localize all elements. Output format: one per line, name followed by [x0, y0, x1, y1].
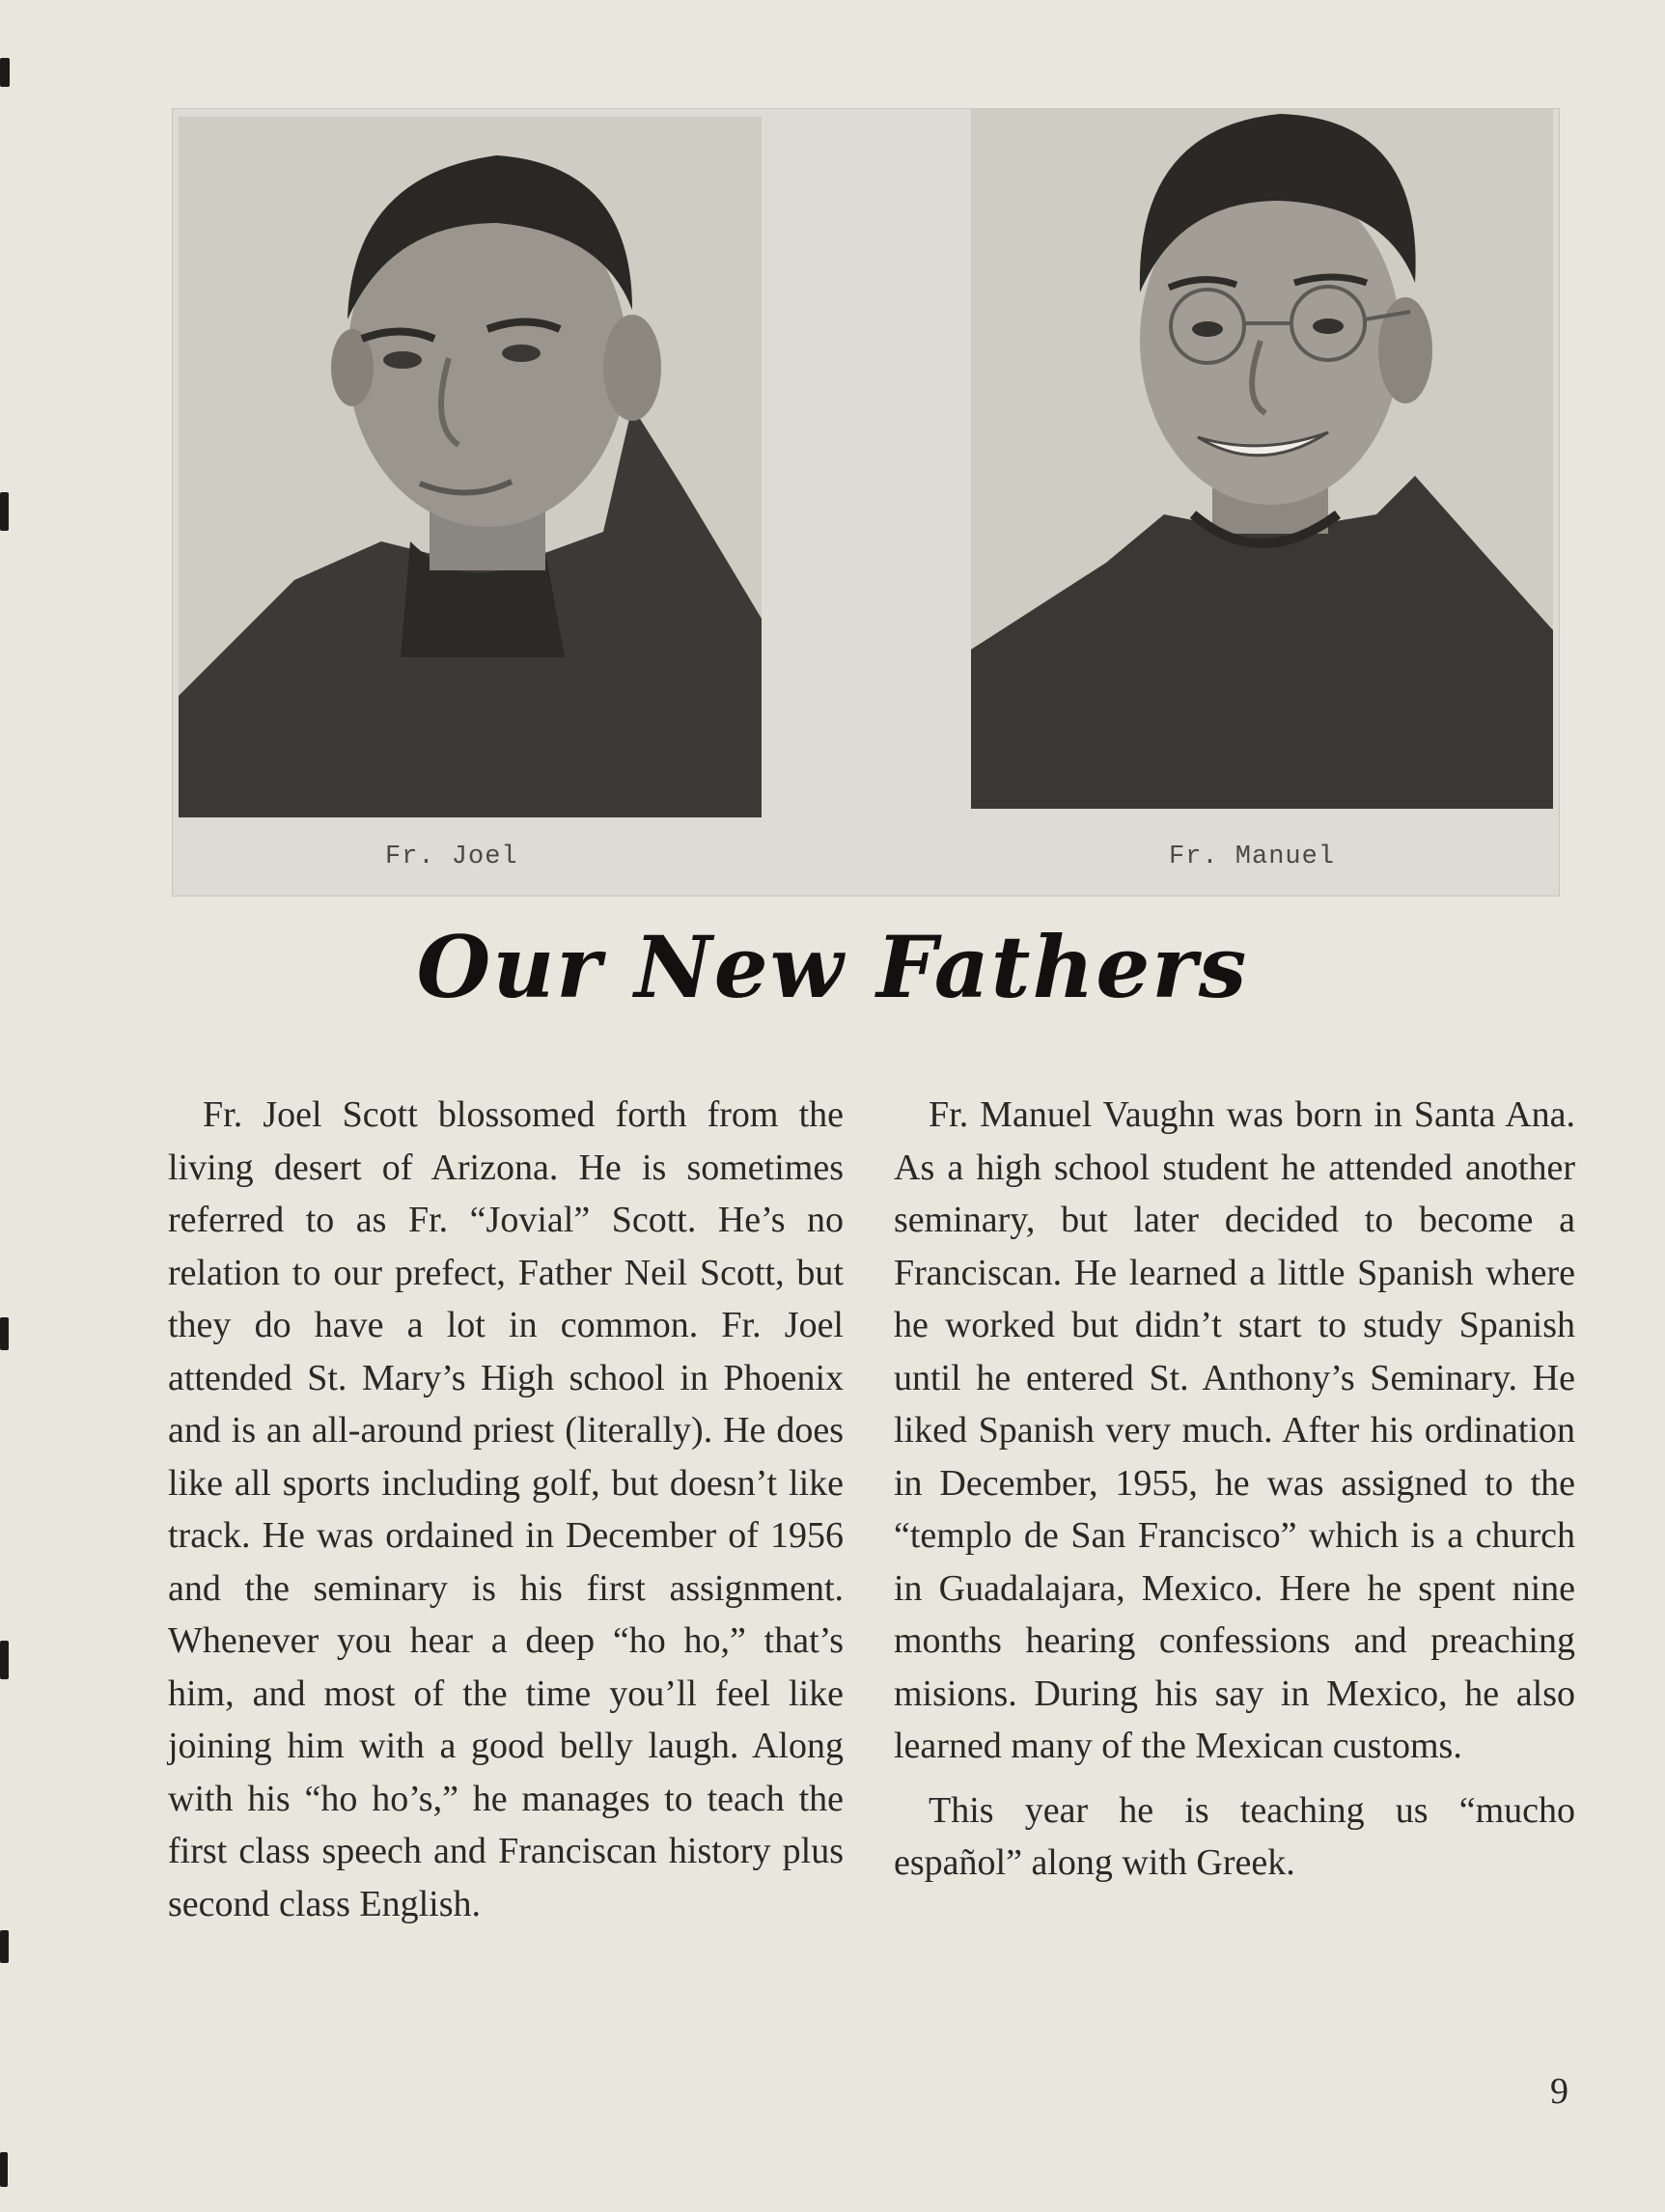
article-paragraph: Fr. Joel Scott blossomed forth from the living desert of Arizona. He is sometimes referred to as Fr. “Jovial” Scott. He’s no relation to our prefect, Father Neil Scott, but they do have a lot in common. Fr. Joel attended St. Mary’s High school in Phoenix and is an all-around priest (literally). He does like all sports including golf, but doesn’t like track. He was ordained in December of 1956 and the seminary is his first assignment. Whenever you hear a deep “ho ho,” that’s him, and most of the time you’ll feel like joining him with a good belly laugh. Along with his “ho ho’s,” he manages to teach the first class speech and Franciscan history plus second class English. [168, 1094, 844, 1924]
caption-fr-joel: Fr. Joel [385, 843, 518, 871]
page-title: Our New Fathers [416, 917, 1249, 1017]
article-paragraph: Fr. Manuel Vaughn was born in Santa Ana. As a high school student he attended another seminary, but later decided to become a Franciscan. He learned a little Spanish where he worked but didn’t start to study Spanish until he entered St. Anthony’s Seminary. He liked Spanish very much. After his ordination in December, 1955, he was assigned to the “templo de San Francisco” which is a church in Guadalajara, Mexico. Here he spent nine months hearing confessions and preaching misions. During his say in Mexico, he also learned many of the Mexican customs. [894, 1094, 1575, 1766]
photo-panel [172, 108, 1560, 897]
portrait-joel-image [179, 117, 762, 817]
photo-fr-joel [179, 117, 762, 817]
portrait-manuel-image [971, 109, 1553, 809]
caption-fr-manuel: Fr. Manuel [1169, 843, 1336, 871]
binding-edge [0, 0, 46, 2212]
article-column-joel [168, 1089, 844, 1930]
page-number: 9 [1550, 2071, 1568, 2112]
photo-fr-manuel [971, 109, 1553, 809]
article-paragraph: This year he is teaching us “mucho español” along with Greek. [894, 1789, 1575, 1883]
article-column-manuel [894, 1089, 1575, 1890]
